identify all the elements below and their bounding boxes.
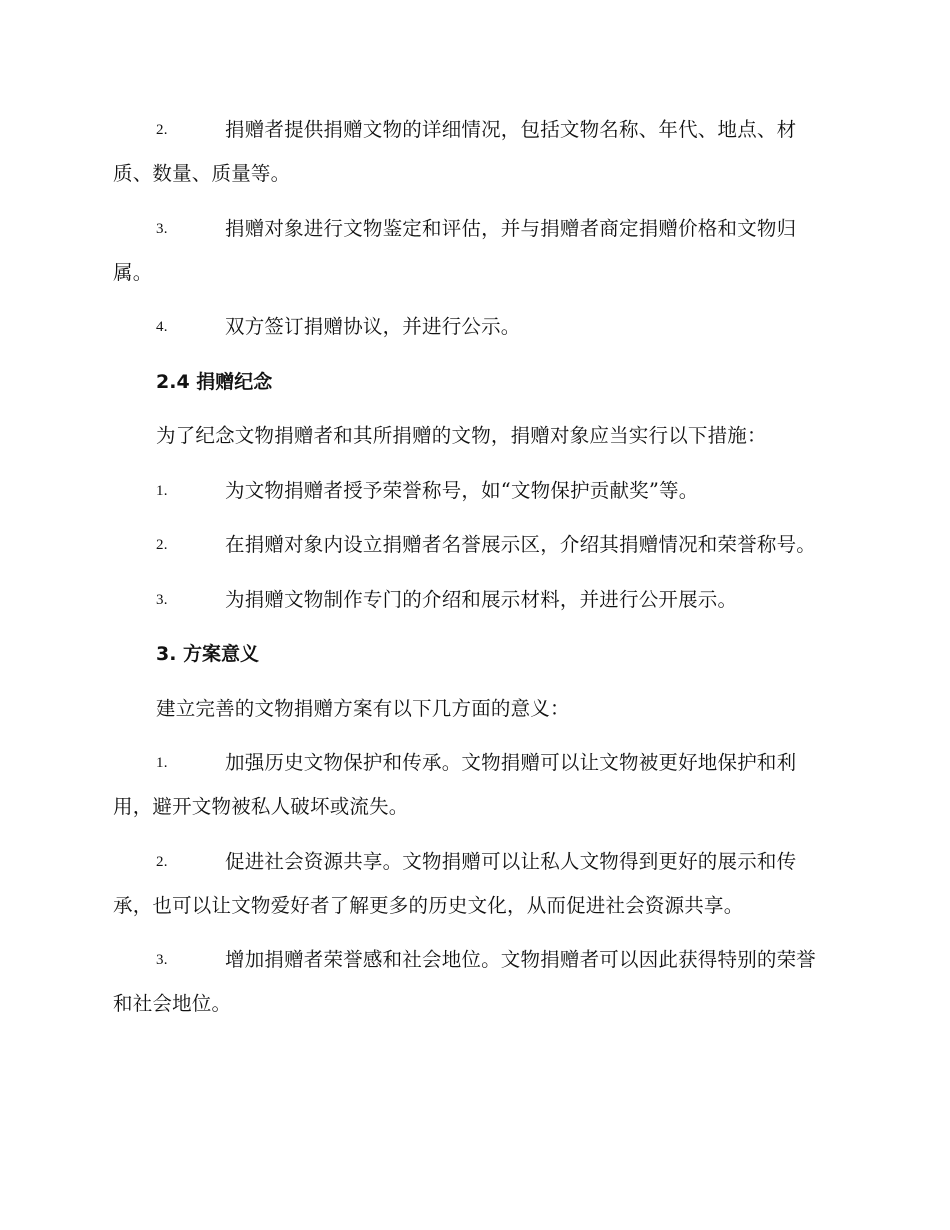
list-text: 促进社会资源共享。文物捐赠可以让私人文物得到更好的展示和传承，也可以让文物爱好者了解更多的历史文化，从而促进社会资源共享。 — [113, 849, 797, 917]
section-heading: 3. 方案意义 — [156, 643, 260, 665]
list-text: 增加捐赠者荣誉感和社会地位。文物捐赠者可以因此获得特别的荣誉和社会地位。 — [113, 948, 817, 1015]
list-item — [113, 938, 835, 1026]
list-text: 捐赠者提供捐赠文物的详细情况，包括文物名称、年代、地点、材质、数量、质量等。 — [113, 118, 797, 185]
list-text: 加强历史文物保护和传承。文物捐赠可以让文物被更好地保护和利用，避开文物被私人破坏或流失。 — [113, 751, 797, 818]
list-number: 3. — [156, 591, 168, 608]
list-text: 为文物捐赠者授予荣誉称号，如“文物保护贡献奖”等。 — [225, 478, 699, 502]
section-heading: 2.4 捐赠纪念 — [156, 370, 273, 393]
list-text: 为捐赠文物制作专门的介绍和展示材料，并进行公开展示。 — [225, 587, 738, 611]
list-item — [113, 840, 835, 928]
list-item — [113, 469, 835, 513]
document-page — [113, 108, 835, 1037]
list-number: 2. — [156, 122, 168, 138]
list-text: 捐赠对象进行文物鉴定和评估，并与捐赠者商定捐赠价格和文物归属。 — [113, 216, 797, 284]
list-text: 双方签订捐赠协议，并进行公示。 — [225, 315, 521, 338]
list-item — [113, 523, 835, 567]
list-number: 2. — [156, 537, 168, 553]
list-text: 在捐赠对象内设立捐赠者名誉展示区，介绍其捐赠情况和荣誉称号。 — [225, 533, 817, 556]
section-intro: 建立完善的文物捐赠方案有以下几方面的意义： — [156, 696, 570, 720]
section-intro: 为了纪念文物捐赠者和其所捐赠的文物，捐赠对象应当实行以下措施： — [156, 424, 767, 447]
list-item — [113, 207, 835, 295]
list-number: 4. — [156, 319, 168, 335]
list-number: 1. — [156, 755, 168, 771]
list-number: 3. — [156, 220, 168, 237]
list-number: 3. — [156, 952, 168, 968]
list-item — [113, 108, 835, 196]
list-item — [113, 741, 835, 829]
list-item — [113, 305, 835, 349]
list-number: 1. — [156, 482, 168, 499]
list-item — [113, 578, 835, 622]
list-number: 2. — [156, 853, 168, 870]
